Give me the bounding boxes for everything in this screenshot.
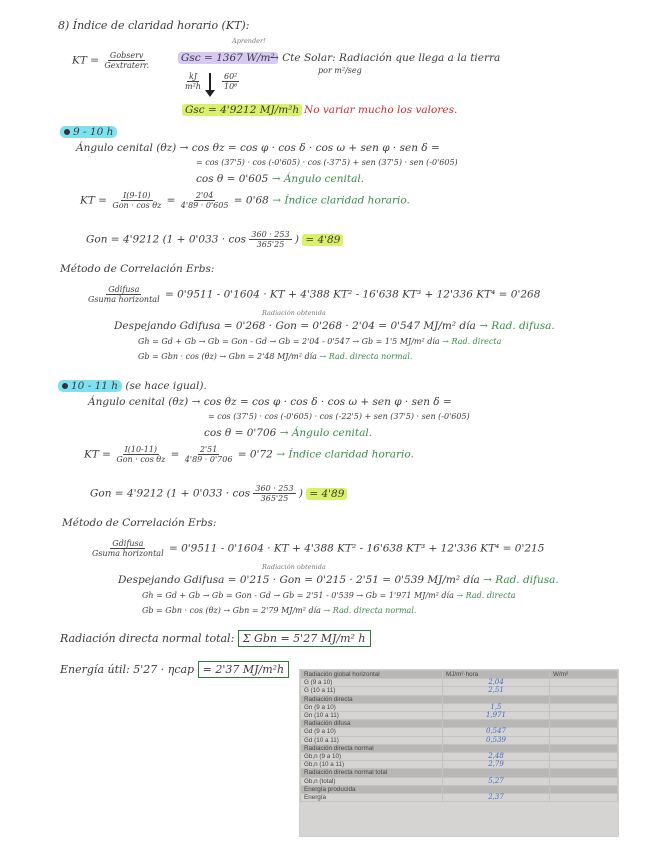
gon-2-close: ) xyxy=(298,487,304,500)
table-cell-empty xyxy=(550,703,618,711)
despejando-1-text: Despejando Gdifusa = 0'268 · Gon = 0'268 · 2'04 = 0'547 MJ/m² día xyxy=(114,320,476,332)
table-cell-value: 2,04 xyxy=(443,679,550,687)
conv-num: kJ xyxy=(188,72,197,81)
table-cell-label: G (10 a 11) xyxy=(301,687,443,695)
erbs-title-2: Método de Correlación Erbs: xyxy=(62,517,217,529)
erbs-formula-1: = 0'9511 - 0'1604 · KT + 4'388 KT² - 16'638 KT³ + 12'336 KT⁴ = 0'268 xyxy=(164,288,541,301)
table-cell-empty xyxy=(550,679,618,687)
table-cell-label: G (9 a 10) xyxy=(301,679,443,687)
table-cell-empty xyxy=(550,736,618,744)
kt-calc-2-num2: 2'51 xyxy=(199,445,218,454)
table-row xyxy=(301,679,618,687)
kt-calc-num: I(9-10) xyxy=(123,191,151,200)
table-cell-value: 0,547 xyxy=(443,728,550,736)
erbs-title-1: Método de Correlación Erbs: xyxy=(60,263,215,275)
table-header-cell: W/m² xyxy=(550,671,618,679)
gsc2-highlight: Gsc = 4'9212 MJ/m²h xyxy=(182,104,302,116)
kt-calc-2-num: I(10-11) xyxy=(124,445,158,454)
cos-theta: cos θ = 0'605 xyxy=(196,173,269,185)
table-row xyxy=(301,777,618,785)
kt-calc-note: → Índice claridad horario. xyxy=(272,194,410,207)
table-cell-value: 5,27 xyxy=(443,777,550,785)
energia-value: = 2'37 MJ/m²h xyxy=(198,661,290,678)
conv-den: m²h xyxy=(185,82,201,92)
section-title-kt: 8) Índice de claridad horario (KT): xyxy=(58,19,250,32)
energia-label: Energía útil: 5'27 · ηcap xyxy=(60,663,195,676)
zenith-angle-eq-2: Ángulo cenital (θz) → cos θz = cos φ · cos δ · cos ω + sen φ · sen δ = xyxy=(88,396,452,408)
table-cell-label: Gn (10 a 11) xyxy=(301,712,443,720)
table-cell-value: 2,48 xyxy=(443,753,550,761)
table-header-cell: Radiación global horizontal xyxy=(301,671,443,679)
table-section-row xyxy=(301,769,618,777)
table-row xyxy=(301,712,618,720)
table-cell-label: Energía producida xyxy=(301,785,443,793)
table-cell-empty xyxy=(550,785,618,793)
gh-calc-2-text: Gh = Gd + Gb → Gb = Gon - Gd → Gb = 2'51 - 0'539 → Gb = 1'971 MJ/m² día xyxy=(142,591,454,600)
arrow-down-icon xyxy=(209,73,211,91)
zenith-angle-line2-2: = cos (37'5) · cos (-0'605) · cos (-22'5) + sen (37'5) · sen (-0'605) xyxy=(208,412,470,421)
erbs-formula-2: = 0'9511 - 0'1604 · KT + 4'388 KT² - 16'638 KT³ + 12'336 KT⁴ = 0'215 xyxy=(168,542,545,555)
kt-den: Gextraterr. xyxy=(104,61,150,71)
gsc-constant xyxy=(178,52,278,64)
table-row xyxy=(301,794,618,802)
conversion-1 xyxy=(183,72,203,91)
table-cell-value: 2,79 xyxy=(443,761,550,769)
gon-close: ) xyxy=(294,233,300,246)
kt-calc-2-result: = 0'72 xyxy=(237,448,273,461)
table-row xyxy=(301,728,618,736)
table-section-row xyxy=(301,720,618,728)
kt-calc-2-note: → Índice claridad horario. xyxy=(276,448,414,461)
table-cell-empty xyxy=(550,720,618,728)
table-section-row xyxy=(301,695,618,703)
cte-solar-2: por m²/seg xyxy=(318,66,362,75)
table-section-row xyxy=(301,785,618,793)
table-row xyxy=(301,703,618,711)
gb-calc-2-text: Gb = Gbn · cos (θz) → Gbn = 2'79 MJ/m² día xyxy=(142,606,321,615)
table-cell-empty xyxy=(550,777,618,785)
gb-calc-1 xyxy=(138,352,412,361)
table-cell-empty xyxy=(550,753,618,761)
table-cell-label: Radiación directa normal total xyxy=(301,769,443,777)
table-cell-value: 2,51 xyxy=(443,687,550,695)
conversion-2 xyxy=(222,72,239,91)
zenith-angle-result-2 xyxy=(204,427,372,439)
kt-calc-num2: 2'04 xyxy=(195,191,214,200)
table-cell-label: Energía xyxy=(301,794,443,802)
results-table xyxy=(300,670,618,802)
bullet-icon xyxy=(62,383,68,389)
total-direct-normal xyxy=(60,633,371,646)
table-cell-label: Radiación directa xyxy=(301,695,443,703)
gon-num: 360 · 253 xyxy=(251,230,290,239)
kt-calc-2-lhs: KT = xyxy=(84,448,111,461)
erbs-num-1: Gdifusa xyxy=(108,285,140,294)
despejando-2 xyxy=(118,574,559,586)
table-cell-empty xyxy=(550,769,618,777)
gon-2-den: 365'25 xyxy=(260,494,289,504)
despejando-1-note: → Rad. difusa. xyxy=(479,320,555,332)
cos-theta-note: → Ángulo cenital. xyxy=(271,173,365,185)
table-section-row xyxy=(301,744,618,752)
table-cell-label: Gd (9 a 10) xyxy=(301,728,443,736)
table-row xyxy=(301,761,618,769)
gon-den: 365'25 xyxy=(256,240,285,250)
kt-calc-den2: 4'89 · 0'605 xyxy=(180,201,229,211)
table-header-row xyxy=(301,671,618,679)
hour-label-9-10 xyxy=(60,126,117,138)
bullet-icon xyxy=(64,129,70,135)
kt-lhs: KT = xyxy=(72,54,99,67)
gh-calc-2 xyxy=(142,591,516,600)
table-cell-value: 2,37 xyxy=(443,794,550,802)
table-cell-value: 1,5 xyxy=(443,703,550,711)
kt-calc-2-den: Gon · cos θz xyxy=(116,455,166,465)
kt-calc-result: = 0'68 xyxy=(233,194,269,207)
conv2-num: 60² xyxy=(224,72,238,81)
table-cell-empty xyxy=(550,695,618,703)
cte-solar: → Cte Solar: Radiación que llega a la tierra xyxy=(270,52,501,64)
table-cell-value: 0,539 xyxy=(443,736,550,744)
table-cell-empty xyxy=(550,712,618,720)
table-cell-label: Gn (9 a 10) xyxy=(301,703,443,711)
zenith-angle-eq: Ángulo cenital (θz) → cos θz = cos φ · cos δ · cos ω + sen φ · sen δ = xyxy=(76,142,440,154)
gon-2-result: = 4'89 xyxy=(306,488,347,500)
aprender-note: Aprender! xyxy=(232,37,266,45)
gb-calc-1-note: → Rad. directa normal. xyxy=(319,352,413,361)
table-cell-empty xyxy=(550,744,618,752)
erbs-den-1: Gsuma horizontal xyxy=(88,295,160,305)
table-cell-empty xyxy=(550,728,618,736)
table-cell-empty xyxy=(443,769,550,777)
gh-calc-1-note: → Rad. directa xyxy=(442,337,502,346)
results-table-photo xyxy=(300,670,618,836)
total-label: Radiación directa normal total: xyxy=(60,632,235,645)
gsc-highlight: Gsc = 1367 W/m² xyxy=(178,52,278,64)
table-cell-label: Gd (10 a 11) xyxy=(301,736,443,744)
erbs-small-2: Radiación obtenida xyxy=(262,563,326,571)
gon-text: Gon = 4'9212 (1 + 0'033 · cos xyxy=(86,233,247,246)
hour-label-2-text: 10 - 11 h xyxy=(71,380,119,392)
gon-result: = 4'89 xyxy=(302,234,343,246)
kt-definition xyxy=(72,51,151,70)
conv2-den: 10⁶ xyxy=(224,82,238,92)
erbs-eq-2 xyxy=(90,539,544,558)
kt-calc-2: KT = $\frac{I(10-11)}{\text{Gon · cos θz}}$ = $\frac{2'51}{4'89 \cdot 0'706}$ = 0'72 → Índice claridad horario. xyxy=(84,445,414,465)
cos-theta-note-2: → Ángulo cenital. xyxy=(279,427,373,439)
table-cell-empty xyxy=(550,687,618,695)
zenith-angle-result xyxy=(196,173,364,185)
erbs-den-2: Gsuma horizontal xyxy=(92,549,164,559)
hour-label-2-rest: (se hace igual). xyxy=(125,380,207,392)
useful-energy xyxy=(60,664,289,677)
total-value: Σ Gbn = 5'27 MJ/m² h xyxy=(238,630,371,647)
table-cell-label: Radiación difusa xyxy=(301,720,443,728)
hour-label-10-11 xyxy=(58,380,207,392)
gb-calc-2 xyxy=(142,606,416,615)
despejando-1 xyxy=(114,320,555,332)
erbs-eq-1 xyxy=(86,285,540,304)
warning-note: No variar mucho los valores. xyxy=(304,104,458,116)
despejando-2-text: Despejando Gdifusa = 0'215 · Gon = 0'215 · 2'51 = 0'539 MJ/m² día xyxy=(118,574,480,586)
gb-calc-1-text: Gb = Gbn · cos (θz) → Gbn = 2'48 MJ/m² día xyxy=(138,352,317,361)
gh-calc-1-text: Gh = Gd + Gb → Gb = Gon - Gd → Gb = 2'04 - 0'547 → Gb = 1'5 MJ/m² día xyxy=(138,337,440,346)
kt-calc-den: Gon · cos θz xyxy=(112,201,162,211)
zenith-angle-line2: = cos (37'5) · cos (-0'605) · cos (-37'5) + sen (37'5) · sen (-0'605) xyxy=(196,158,458,167)
kt-calc-2-den2: 4'89 · 0'706 xyxy=(184,455,233,465)
table-row xyxy=(301,687,618,695)
gsc-converted xyxy=(182,104,302,116)
gh-calc-1 xyxy=(138,337,501,346)
kt-num: Gobserv xyxy=(109,51,144,60)
gb-calc-2-note: → Rad. directa normal. xyxy=(323,606,417,615)
kt-calc: KT = $\frac{I(9-10)}{\text{Gon · cos θz}}$ = $\frac{2'04}{4'89 \cdot 0'605}$ = 0'68 → Índice claridad horario. xyxy=(80,191,410,211)
gon-2-text: Gon = 4'9212 (1 + 0'033 · cos xyxy=(90,487,251,500)
table-row xyxy=(301,736,618,744)
erbs-num-2: Gdifusa xyxy=(112,539,144,548)
table-cell-label: Gb,n (total) xyxy=(301,777,443,785)
table-row xyxy=(301,753,618,761)
table-cell-value: 1,971 xyxy=(443,712,550,720)
table-cell-label: Gb,n (9 a 10) xyxy=(301,753,443,761)
table-header-cell: MJ/m²·hora xyxy=(443,671,550,679)
table-cell-label: Radiación directa normal xyxy=(301,744,443,752)
cos-theta-2: cos θ = 0'706 xyxy=(204,427,277,439)
kt-calc-lhs: KT = xyxy=(80,194,107,207)
despejando-2-note: → Rad. difusa. xyxy=(483,574,559,586)
erbs-small-1: Radiación obtenida xyxy=(262,309,326,317)
hour-label-text: 9 - 10 h xyxy=(73,126,114,138)
table-cell-empty xyxy=(550,761,618,769)
table-cell-empty xyxy=(550,794,618,802)
table-cell-label: Gb,n (10 a 11) xyxy=(301,761,443,769)
gon-calc-2 xyxy=(90,484,347,503)
gon-2-num: 360 · 253 xyxy=(255,484,294,493)
gh-calc-2-note: → Rad. directa xyxy=(456,591,516,600)
gon-calc xyxy=(86,230,343,249)
